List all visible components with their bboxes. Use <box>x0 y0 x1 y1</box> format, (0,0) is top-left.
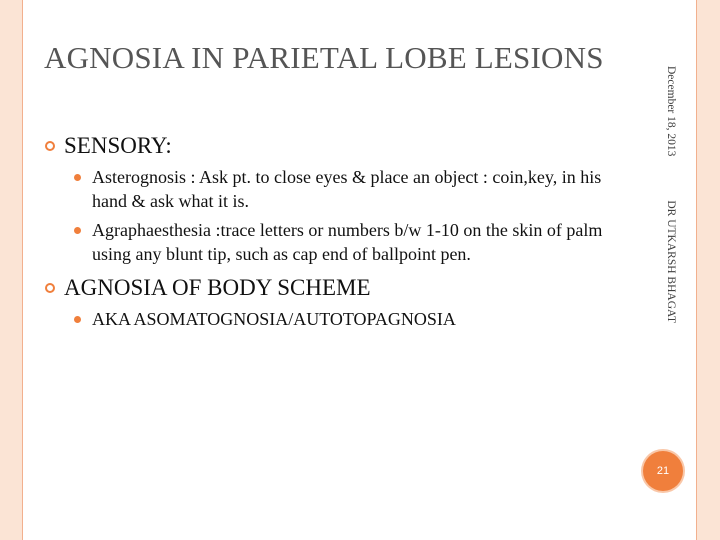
list-item-text: Agraphaesthesia :trace letters or numbers b/w 1-10 on the skin of palm using any blunt tip, such as cap end of ballpoint pen. <box>92 220 603 264</box>
list-item-text: Asterognosis : Ask pt. to close eyes & place an object : coin,key, in his hand & ask what it is. <box>92 167 602 211</box>
dot-bullet-icon <box>74 227 81 234</box>
page-number-badge: 21 <box>643 451 683 491</box>
list-item-text: AKA ASOMATOGNOSIA/AUTOTOPAGNOSIA <box>92 309 456 329</box>
dot-bullet-icon <box>74 316 81 323</box>
dot-bullet-icon <box>74 174 81 181</box>
right-band-border <box>696 0 697 540</box>
left-decorative-band <box>0 0 22 540</box>
side-footer <box>665 66 677 323</box>
section-heading-sensory <box>44 132 634 160</box>
list-item <box>44 166 634 213</box>
right-decorative-band <box>697 0 720 540</box>
slide-title: AGNOSIA IN PARIETAL LOBE LESIONS <box>44 40 604 75</box>
side-date: December 18, 2013 <box>665 66 677 157</box>
side-author: DR UTKARSH BHAGAT <box>665 200 677 324</box>
left-band-border <box>22 0 23 540</box>
ring-bullet-icon <box>45 283 55 293</box>
section-heading-text: SENSORY: <box>64 133 172 158</box>
list-item <box>44 308 634 332</box>
list-item <box>44 219 634 266</box>
ring-bullet-icon <box>45 141 55 151</box>
section-heading-text: AGNOSIA OF BODY SCHEME <box>64 275 371 300</box>
slide-content <box>44 132 634 338</box>
section-heading-body-scheme <box>44 274 634 302</box>
